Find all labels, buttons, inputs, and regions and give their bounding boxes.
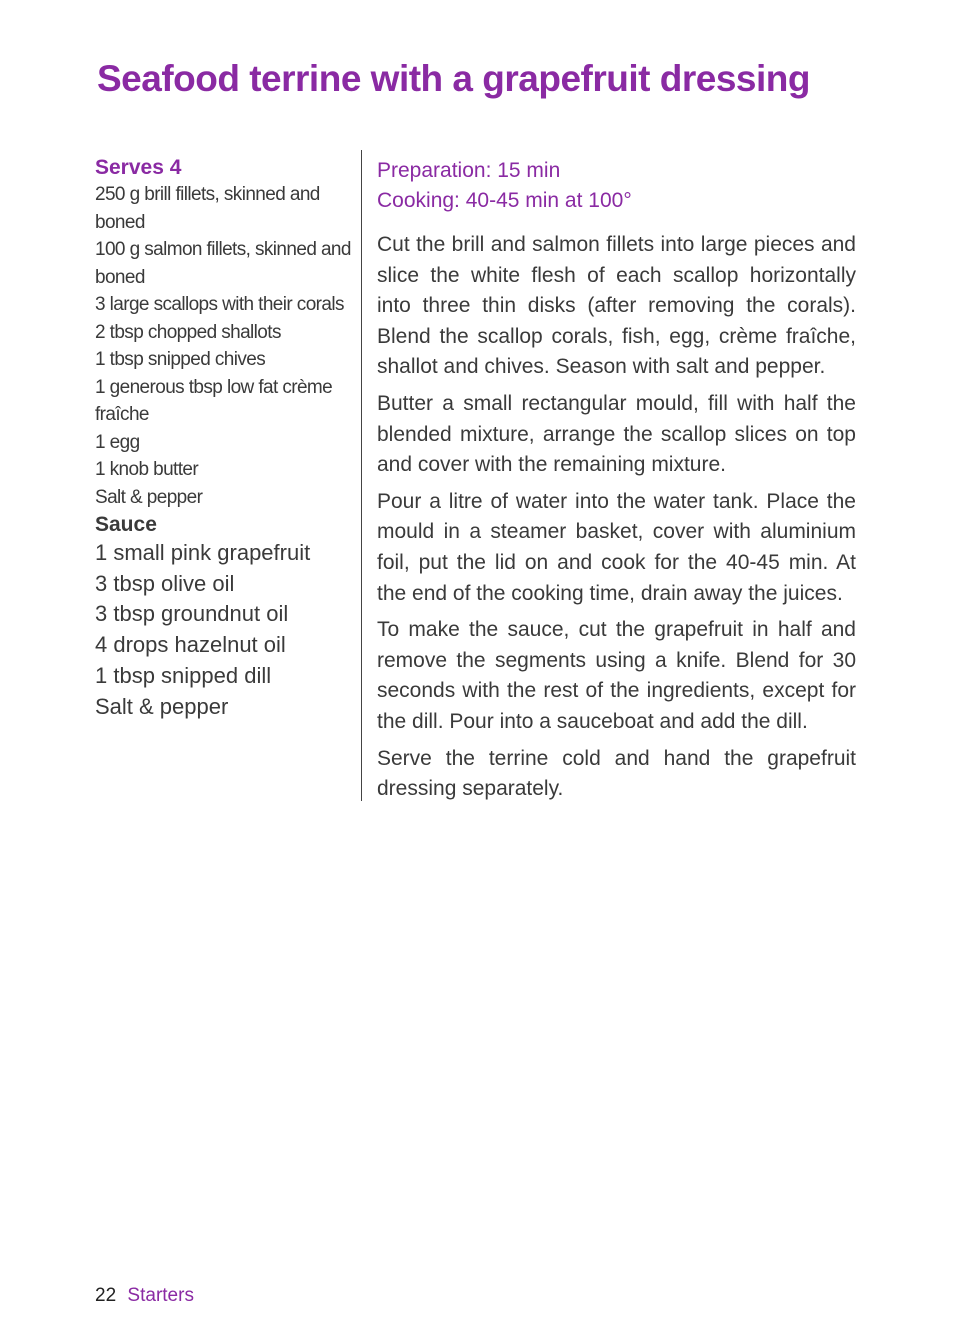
method-step: Cut the brill and salmon fillets into large pieces and slice the white flesh of each scallop horizontally into three thin disks (after removing the corals). Blend the scallop corals, fish, egg, crème fraîche, shallot and chives. Season with salt and pepper.	[377, 233, 856, 379]
method-step: Pour a litre of water into the water tank. Place the mould in a steamer basket, cover with aluminium foil, put the lid on and cook for the 40-45 min. At the end of the cooking time, drain away the juices.	[377, 489, 856, 605]
sauce-ingredient-item: 4 drops hazelnut oil	[95, 632, 286, 658]
ingredient-item: 1 tbsp snipped chives	[95, 349, 266, 370]
sauce-ingredient-list	[95, 538, 351, 722]
ingredient-list	[95, 181, 351, 511]
ingredient-item: 2 tbsp chopped shallots	[95, 321, 281, 343]
sauce-ingredient-item: 3 tbsp groundnut oil	[95, 601, 289, 627]
method-step: To make the sauce, cut the grapefruit in half and remove the segments using a knife. Blend for 30 seconds with the rest of the ingredients, except for the dill. Pour into a sauceboat and add the dill.	[377, 618, 856, 733]
ingredient-item: 1 egg	[95, 431, 140, 453]
ingredients-column	[95, 154, 351, 722]
serves-heading: Serves 4	[95, 156, 182, 179]
method-column	[377, 156, 856, 811]
ingredient-item: 1 generous tbsp low fat crème fraîche	[95, 376, 333, 425]
sauce-ingredient-item: 3 tbsp olive oil	[95, 570, 235, 596]
ingredient-item: 250 g brill fillets, skinned and boned	[95, 184, 320, 233]
cooking-time: Cooking: 40-45 min at 100°	[377, 189, 632, 212]
sauce-ingredient-item: 1 small pink grapefruit	[95, 540, 311, 565]
method-step: Serve the terrine cold and hand the grapefruit dressing separately.	[377, 746, 856, 801]
column-divider	[361, 150, 362, 801]
sauce-ingredient-item: 1 tbsp snipped dill	[95, 662, 272, 688]
page-title: Seafood terrine with a grapefruit dressing	[97, 58, 810, 99]
sauce-ingredient-item: Salt & pepper	[95, 693, 229, 719]
ingredient-item: 1 knob butter	[95, 459, 199, 480]
section-name: Starters	[127, 1285, 194, 1306]
method-steps	[377, 230, 856, 805]
page-number: 22	[95, 1285, 117, 1306]
sauce-heading: Sauce	[95, 513, 157, 536]
ingredient-item: Salt & pepper	[95, 486, 203, 508]
preparation-time: Preparation: 15 min	[377, 159, 561, 182]
method-step: Butter a small rectangular mould, fill with half the blended mixture, arrange the scallop slices on top and cover with the remaining mixture.	[377, 391, 856, 477]
ingredient-item: 3 large scallops with their corals	[95, 294, 344, 315]
ingredient-item: 100 g salmon fillets, skinned and boned	[95, 239, 351, 288]
page-footer	[95, 1284, 194, 1308]
